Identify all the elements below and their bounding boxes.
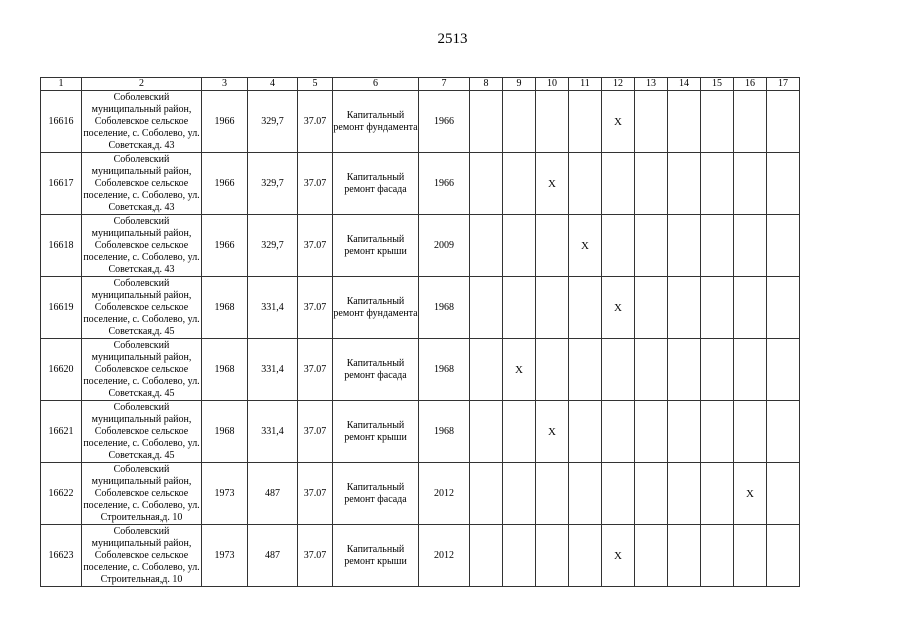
code-cell: 37.07 bbox=[298, 91, 333, 153]
area-cell: 331,4 bbox=[248, 401, 298, 463]
area-cell: 331,4 bbox=[248, 339, 298, 401]
mark-cell bbox=[701, 339, 734, 401]
mark-cell bbox=[668, 215, 701, 277]
mark-cell bbox=[635, 339, 668, 401]
mark-cell bbox=[701, 153, 734, 215]
code-cell: 37.07 bbox=[298, 277, 333, 339]
mark-cell bbox=[503, 153, 536, 215]
mark-cell bbox=[734, 525, 767, 587]
year-built-cell: 1968 bbox=[202, 339, 248, 401]
mark-cell bbox=[701, 277, 734, 339]
address-cell: Соболевский муниципальный район, Соболевское сельское поселение, с. Соболево, ул. Советская,д. 45 bbox=[83, 401, 200, 461]
mark-cell bbox=[602, 401, 635, 463]
mark-cell bbox=[668, 277, 701, 339]
mark-cell bbox=[536, 91, 569, 153]
year-built-cell: 1973 bbox=[202, 463, 248, 525]
mark-cell bbox=[734, 277, 767, 339]
mark-cell bbox=[470, 401, 503, 463]
mark-cell bbox=[635, 153, 668, 215]
code-cell: 37.07 bbox=[298, 463, 333, 525]
work-type-cell: Капитальный ремонт фундамента bbox=[333, 277, 419, 339]
column-header: 3 bbox=[202, 78, 248, 91]
area-cell: 487 bbox=[248, 463, 298, 525]
work-year-cell: 1966 bbox=[419, 153, 470, 215]
work-type-cell: Капитальный ремонт фасада bbox=[333, 153, 419, 215]
mark-cell bbox=[635, 277, 668, 339]
page-number: 2513 bbox=[437, 31, 468, 47]
row-id: 16616 bbox=[41, 91, 82, 153]
work-year-cell: 1968 bbox=[419, 277, 470, 339]
column-header: 2 bbox=[82, 78, 202, 91]
mark-cell: X bbox=[602, 277, 635, 339]
table-header bbox=[41, 78, 800, 91]
column-header: 17 bbox=[767, 78, 800, 91]
address-cell: Соболевский муниципальный район, Соболевское сельское поселение, с. Соболево, ул. Советская,д. 43 bbox=[83, 215, 200, 275]
table-row bbox=[41, 463, 800, 525]
mark-cell bbox=[734, 215, 767, 277]
mark-cell bbox=[767, 401, 800, 463]
mark-cell bbox=[569, 525, 602, 587]
mark-cell bbox=[569, 463, 602, 525]
address-cell: Соболевский муниципальный район, Соболевское сельское поселение, с. Соболево, ул. Советская,д. 43 bbox=[83, 91, 200, 151]
column-header: 10 bbox=[536, 78, 569, 91]
mark-cell bbox=[767, 277, 800, 339]
table-row bbox=[41, 215, 800, 277]
year-built-cell: 1973 bbox=[202, 525, 248, 587]
mark-cell bbox=[734, 401, 767, 463]
table-row bbox=[41, 91, 800, 153]
column-header: 12 bbox=[602, 78, 635, 91]
mark-cell bbox=[470, 463, 503, 525]
mark-cell bbox=[536, 339, 569, 401]
code-cell: 37.07 bbox=[298, 215, 333, 277]
mark-cell bbox=[503, 401, 536, 463]
mark-cell bbox=[503, 91, 536, 153]
mark-cell bbox=[635, 525, 668, 587]
mark-cell bbox=[569, 277, 602, 339]
column-header: 16 bbox=[734, 78, 767, 91]
year-built-cell: 1968 bbox=[202, 401, 248, 463]
mark-cell bbox=[470, 525, 503, 587]
mark-cell bbox=[635, 401, 668, 463]
mark-cell bbox=[602, 463, 635, 525]
mark-cell bbox=[767, 525, 800, 587]
mark-cell bbox=[602, 339, 635, 401]
mark-cell bbox=[635, 215, 668, 277]
table-row bbox=[41, 401, 800, 463]
year-built-cell: 1966 bbox=[202, 91, 248, 153]
mark-cell bbox=[668, 153, 701, 215]
work-year-cell: 1968 bbox=[419, 339, 470, 401]
address-cell: Соболевский муниципальный район, Соболевское сельское поселение, с. Соболево, ул. Строительная,д. 10 bbox=[83, 525, 200, 585]
column-header: 5 bbox=[298, 78, 333, 91]
mark-cell: X bbox=[602, 525, 635, 587]
mark-cell bbox=[503, 277, 536, 339]
mark-cell: X bbox=[536, 401, 569, 463]
row-id: 16622 bbox=[41, 463, 82, 525]
mark-cell bbox=[767, 91, 800, 153]
mark-cell bbox=[536, 525, 569, 587]
mark-cell bbox=[569, 153, 602, 215]
column-header: 7 bbox=[419, 78, 470, 91]
mark-cell: X bbox=[536, 153, 569, 215]
table-row bbox=[41, 277, 800, 339]
mark-cell bbox=[701, 463, 734, 525]
mark-cell bbox=[767, 153, 800, 215]
code-cell: 37.07 bbox=[298, 339, 333, 401]
table-row bbox=[41, 339, 800, 401]
address-cell: Соболевский муниципальный район, Соболевское сельское поселение, с. Соболево, ул. Строительная,д. 10 bbox=[83, 463, 200, 523]
data-table bbox=[40, 77, 800, 587]
column-header: 4 bbox=[248, 78, 298, 91]
mark-cell bbox=[734, 91, 767, 153]
work-type-cell: Капитальный ремонт крыши bbox=[333, 401, 419, 463]
mark-cell bbox=[701, 401, 734, 463]
row-id: 16618 bbox=[41, 215, 82, 277]
mark-cell bbox=[569, 91, 602, 153]
address-cell: Соболевский муниципальный район, Соболевское сельское поселение, с. Соболево, ул. Советская,д. 45 bbox=[83, 339, 200, 399]
table-row bbox=[41, 525, 800, 587]
mark-cell bbox=[536, 277, 569, 339]
header-row bbox=[41, 78, 800, 91]
area-cell: 487 bbox=[248, 525, 298, 587]
mark-cell bbox=[470, 215, 503, 277]
area-cell: 329,7 bbox=[248, 153, 298, 215]
area-cell: 331,4 bbox=[248, 277, 298, 339]
table-row bbox=[41, 153, 800, 215]
table-body bbox=[41, 91, 800, 587]
mark-cell bbox=[635, 91, 668, 153]
column-header: 8 bbox=[470, 78, 503, 91]
mark-cell bbox=[470, 91, 503, 153]
mark-cell bbox=[503, 463, 536, 525]
row-id: 16617 bbox=[41, 153, 82, 215]
column-header: 14 bbox=[668, 78, 701, 91]
mark-cell bbox=[701, 91, 734, 153]
mark-cell bbox=[701, 215, 734, 277]
mark-cell bbox=[536, 463, 569, 525]
work-year-cell: 2012 bbox=[419, 525, 470, 587]
work-year-cell: 1968 bbox=[419, 401, 470, 463]
mark-cell bbox=[470, 339, 503, 401]
year-built-cell: 1966 bbox=[202, 153, 248, 215]
mark-cell bbox=[569, 401, 602, 463]
row-id: 16623 bbox=[41, 525, 82, 587]
work-type-cell: Капитальный ремонт фасада bbox=[333, 463, 419, 525]
row-id: 16621 bbox=[41, 401, 82, 463]
row-id: 16620 bbox=[41, 339, 82, 401]
code-cell: 37.07 bbox=[298, 153, 333, 215]
mark-cell bbox=[503, 525, 536, 587]
address-cell: Соболевский муниципальный район, Соболевское сельское поселение, с. Соболево, ул. Советская,д. 43 bbox=[83, 153, 200, 213]
mark-cell: X bbox=[569, 215, 602, 277]
work-year-cell: 2009 bbox=[419, 215, 470, 277]
mark-cell: X bbox=[503, 339, 536, 401]
work-type-cell: Капитальный ремонт крыши bbox=[333, 525, 419, 587]
year-built-cell: 1966 bbox=[202, 215, 248, 277]
mark-cell bbox=[767, 215, 800, 277]
code-cell: 37.07 bbox=[298, 401, 333, 463]
mark-cell bbox=[503, 215, 536, 277]
mark-cell bbox=[668, 463, 701, 525]
area-cell: 329,7 bbox=[248, 215, 298, 277]
area-cell: 329,7 bbox=[248, 91, 298, 153]
mark-cell bbox=[602, 153, 635, 215]
column-header: 13 bbox=[635, 78, 668, 91]
code-cell: 37.07 bbox=[298, 525, 333, 587]
mark-cell bbox=[668, 339, 701, 401]
mark-cell bbox=[734, 339, 767, 401]
work-type-cell: Капитальный ремонт фундамента bbox=[333, 91, 419, 153]
mark-cell bbox=[536, 215, 569, 277]
mark-cell bbox=[668, 401, 701, 463]
mark-cell bbox=[701, 525, 734, 587]
mark-cell bbox=[668, 525, 701, 587]
column-header: 6 bbox=[333, 78, 419, 91]
mark-cell: X bbox=[734, 463, 767, 525]
row-id: 16619 bbox=[41, 277, 82, 339]
mark-cell bbox=[668, 91, 701, 153]
column-header: 15 bbox=[701, 78, 734, 91]
address-cell: Соболевский муниципальный район, Соболевское сельское поселение, с. Соболево, ул. Советская,д. 45 bbox=[83, 277, 200, 337]
mark-cell bbox=[767, 339, 800, 401]
mark-cell bbox=[470, 153, 503, 215]
mark-cell: X bbox=[602, 91, 635, 153]
year-built-cell: 1968 bbox=[202, 277, 248, 339]
work-type-cell: Капитальный ремонт фасада bbox=[333, 339, 419, 401]
work-year-cell: 1966 bbox=[419, 91, 470, 153]
mark-cell bbox=[767, 463, 800, 525]
mark-cell bbox=[569, 339, 602, 401]
mark-cell bbox=[734, 153, 767, 215]
column-header: 11 bbox=[569, 78, 602, 91]
work-type-cell: Капитальный ремонт крыши bbox=[333, 215, 419, 277]
mark-cell bbox=[602, 215, 635, 277]
column-header: 1 bbox=[41, 78, 82, 91]
column-header: 9 bbox=[503, 78, 536, 91]
work-year-cell: 2012 bbox=[419, 463, 470, 525]
mark-cell bbox=[635, 463, 668, 525]
mark-cell bbox=[470, 277, 503, 339]
